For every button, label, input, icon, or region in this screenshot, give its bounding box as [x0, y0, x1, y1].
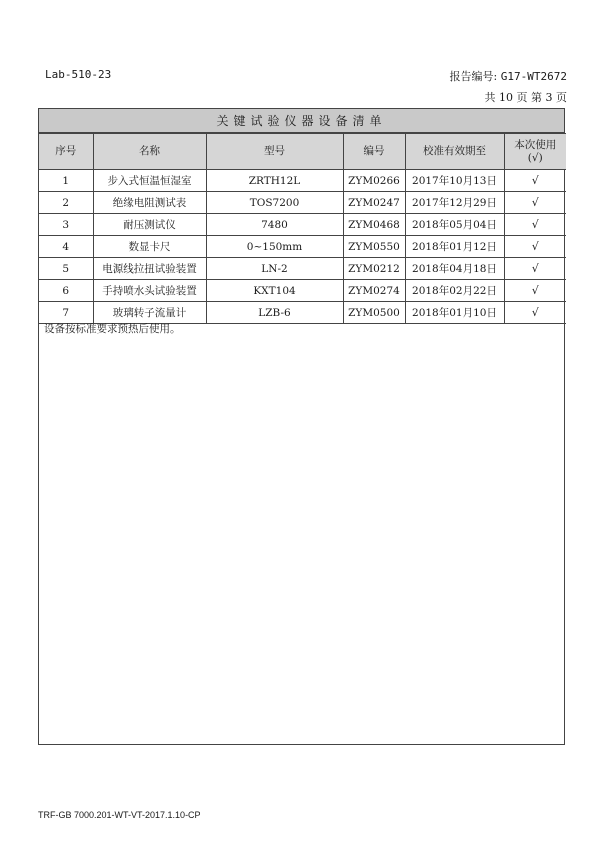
cell-no: 1 — [39, 170, 93, 192]
table-row — [39, 192, 566, 214]
cell-valid: 2018年05月04日 — [405, 214, 504, 236]
cell-name: 电源线拉扭试验装置 — [93, 258, 206, 280]
check-mark: √ — [504, 214, 566, 236]
cell-valid: 2018年04月18日 — [405, 258, 504, 280]
check-mark: √ — [504, 192, 566, 214]
col-header-valid: 校准有效期至 — [405, 134, 504, 170]
page-count: 共 10 页 第 3 页 — [484, 91, 567, 104]
col-header-model: 型号 — [206, 134, 343, 170]
report-number-value: G17-WT2672 — [500, 70, 567, 83]
cell-name: 耐压测试仪 — [93, 214, 206, 236]
cell-valid: 2017年12月29日 — [405, 192, 504, 214]
table-title: 关键试验仪器设备清单 — [39, 109, 564, 133]
cell-no: 4 — [39, 236, 93, 258]
table-row — [39, 258, 566, 280]
equipment-list-frame — [38, 108, 565, 745]
cell-model: 0~150mm — [206, 236, 343, 258]
col-header-used — [504, 134, 566, 170]
cell-name: 数显卡尺 — [93, 236, 206, 258]
cell-valid: 2018年01月12日 — [405, 236, 504, 258]
cell-name: 玻璃转子流量计 — [93, 302, 206, 324]
check-mark: √ — [504, 236, 566, 258]
cell-no: 3 — [39, 214, 93, 236]
table-header-row — [39, 134, 566, 170]
cell-code: ZYM0468 — [343, 214, 405, 236]
col-header-code: 编号 — [343, 134, 405, 170]
cell-no: 5 — [39, 258, 93, 280]
cell-model: LN-2 — [206, 258, 343, 280]
col-header-name: 名称 — [93, 134, 206, 170]
cell-no: 2 — [39, 192, 93, 214]
cell-code: ZYM0500 — [343, 302, 405, 324]
table-row — [39, 214, 566, 236]
cell-no: 6 — [39, 280, 93, 302]
cell-valid: 2018年01月10日 — [405, 302, 504, 324]
cell-model: KXT104 — [206, 280, 343, 302]
cell-code: ZYM0274 — [343, 280, 405, 302]
table-note: 设备按标准要求预热后使用。 — [44, 323, 181, 335]
table-row — [39, 280, 566, 302]
report-number-label: 报告编号: — [449, 70, 498, 83]
cell-valid: 2018年02月22日 — [405, 280, 504, 302]
cell-name: 手持喷水头试验装置 — [93, 280, 206, 302]
table-row — [39, 170, 566, 192]
cell-code: ZYM0266 — [343, 170, 405, 192]
table-row — [39, 236, 566, 258]
cell-code: ZYM0550 — [343, 236, 405, 258]
cell-code: ZYM0212 — [343, 258, 405, 280]
cell-model: TOS7200 — [206, 192, 343, 214]
cell-code: ZYM0247 — [343, 192, 405, 214]
col-header-used-line2: (√) — [527, 151, 543, 164]
cell-model: 7480 — [206, 214, 343, 236]
cell-name: 绝缘电阻测试表 — [93, 192, 206, 214]
report-number — [450, 68, 567, 84]
col-header-no: 序号 — [39, 134, 93, 170]
cell-valid: 2017年10月13日 — [405, 170, 504, 192]
equipment-table — [39, 133, 566, 324]
check-mark: √ — [504, 258, 566, 280]
form-code: TRF-GB 7000.201-WT-VT-2017.1.10-CP — [38, 810, 201, 820]
cell-no: 7 — [39, 302, 93, 324]
cell-model: LZB-6 — [206, 302, 343, 324]
cell-name: 步入式恒温恒湿室 — [93, 170, 206, 192]
lab-code: Lab-510-23 — [45, 68, 112, 81]
check-mark: √ — [504, 302, 566, 324]
check-mark: √ — [504, 280, 566, 302]
col-header-used-line1: 本次使用 — [514, 138, 557, 151]
cell-model: ZRTH12L — [206, 170, 343, 192]
check-mark: √ — [504, 170, 566, 192]
